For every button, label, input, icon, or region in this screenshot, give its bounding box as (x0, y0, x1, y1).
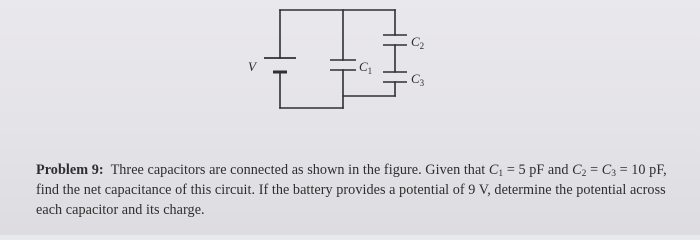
c2-subscript: 2 (581, 169, 587, 179)
problem-line1-text: Three capacitors are connected as shown in the figure. Given that (110, 162, 489, 178)
c3-label: $C_3$ (411, 71, 425, 88)
c1-subscript: 1 (498, 169, 504, 179)
problem-line1-end: = 5 pF and (503, 162, 569, 178)
c1-label: $C_1$ (359, 59, 373, 76)
battery-symbol (264, 58, 296, 72)
problem-label: Problem 9: (36, 162, 104, 178)
problem-statement (36, 160, 686, 220)
problem-line2-rest: = 10 pF, find the net capacitance of this circuit. If the battery provides a potential of 9 (36, 162, 667, 198)
c2-label: $C_2$ (411, 34, 425, 51)
battery-label: V (248, 59, 256, 74)
capacitor-c2-symbol (383, 35, 407, 45)
c3-symbol: C (601, 162, 612, 178)
c1-symbol: C (488, 162, 499, 178)
c2-symbol: C (572, 162, 582, 178)
c3-subscript: 3 (611, 169, 617, 179)
capacitor-c1-symbol (330, 60, 356, 70)
problem-line3: V, determine the potential across each capacitor and its charge. (36, 182, 666, 218)
capacitor-c3-symbol (383, 72, 407, 82)
equals-sign: = (586, 162, 602, 178)
